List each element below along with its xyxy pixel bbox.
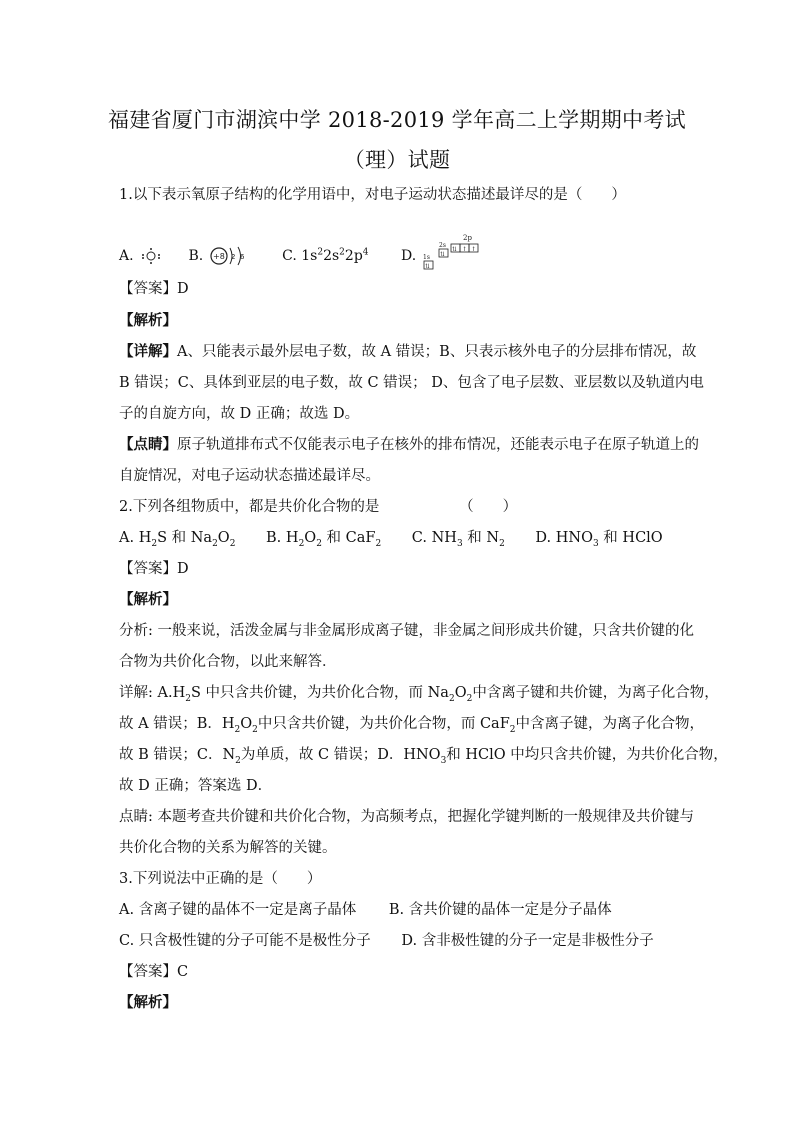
q3-option-d: D. 含非极性键的分子一定是非极性分子	[401, 933, 654, 949]
q3-options-row-2	[119, 931, 679, 951]
q1-detail-line-2: B 错误；C、具体到亚层的电子数，故 C 错误； D、包含了电子层数、亚层数以及轨道内电	[119, 375, 704, 391]
q2-option-b: B. $H_2O_2$ 和 CaF$_2$	[266, 530, 382, 549]
svg-text:↑: ↑	[470, 246, 476, 253]
svg-text:+8: +8	[212, 252, 225, 261]
q3-option-c: C. 只含极性键的分子可能不是极性分子	[119, 933, 371, 949]
q1-option-a: A.	[119, 246, 164, 266]
q1-detail-line-3: 子的自旋方向，故 D 正确；故选 D。	[119, 406, 360, 422]
q3-options-row-1	[119, 900, 679, 920]
q1-analysis-heading: 【解析】	[119, 312, 177, 329]
q3-analysis-heading: 【解析】	[119, 994, 177, 1011]
q3-option-a: A. 含离子键的晶体不一定是离子晶体	[119, 902, 357, 918]
electron-dot-oxygen-icon	[138, 246, 164, 266]
q1-point-line-1: 【点睛】原子轨道排布式不仅能表示电子在核外的排布情况，还能表示电子在原子轨道上的	[119, 436, 699, 453]
q2-detail-line-4: 故 D 正确；答案选 D．	[119, 778, 273, 794]
q2-detail-line-2: 故 A 错误；B．$H_2O_2$中只含共价键，为共价化合物，而 CaF$_2$中含离子键，为离子化合物，	[119, 716, 705, 735]
q1-answer: 【答案】D	[119, 281, 189, 297]
q1-detail-line-1: 【详解】A、只能表示最外层电子数，故 A 错误；B、只表示核外电子的分层排布情况，故	[119, 343, 697, 360]
q2-option-a: A. $H_2S$ 和 $Na_2O_2$	[119, 530, 236, 549]
q2-stem: 2.下列各组物质中，都是共价化合物的是 （ ）	[119, 499, 518, 515]
q2-analysis-line-2: 合物为共价化合物，以此来解答．	[119, 654, 337, 670]
atomic-structure-diagram-icon	[208, 244, 252, 268]
q2-detail-line-1: 详解: $A.H_2S$ 中只含共价键，为共价化合物，而 $Na_2O_2$中含离子键和共价键，为离子化合物，	[119, 685, 719, 704]
orbital-diagram-icon	[421, 232, 491, 276]
q3-option-b: B. 含共价键的晶体一定是分子晶体	[388, 902, 612, 918]
q1-option-c: C. $1s^22s^22p^4$	[282, 247, 369, 264]
q2-option-c: C. $NH_3$ 和 $N_2$	[411, 530, 505, 549]
svg-text:↑: ↑	[461, 246, 467, 253]
svg-text:⇅: ⇅	[451, 246, 457, 253]
q2-option-d: D. $HNO_3$ 和 HClO	[535, 530, 663, 549]
q2-point-line-2: 共价化合物的关系为解答的关键。	[119, 840, 337, 856]
document-subtitle: （理）试题	[343, 148, 451, 172]
q1-options	[119, 232, 491, 270]
svg-text:2: 2	[230, 253, 236, 261]
q3-answer: 【答案】C	[119, 964, 189, 980]
svg-text:⇅: ⇅	[424, 263, 430, 270]
q2-options	[119, 528, 679, 548]
svg-text:1s: 1s	[422, 254, 430, 261]
q1-stem: 1.以下表示氧原子结构的化学用语中，对电子运动状态描述最详尽的是（ ）	[119, 187, 626, 203]
svg-text:2s: 2s	[438, 242, 446, 249]
svg-text:2p: 2p	[462, 234, 472, 242]
q1-option-b: B. +8 2 6	[188, 244, 251, 268]
q2-analysis-heading: 【解析】	[119, 591, 177, 608]
q2-detail-line-3: 故 B 错误；C．$N_2$为单质，故 C 错误；D．$HNO_3$和 HClO 中均只含共价键，为共价化合物，	[119, 747, 728, 766]
q2-analysis-line-1: 分析: 一般来说，活泼金属与非金属形成离子键，非金属之间形成共价键，只含共价键的化	[119, 623, 694, 639]
document-title: 福建省厦门市湖滨中学 2018-2019 学年高二上学期期中考试	[108, 108, 686, 132]
q2-point-line-1: 点睛: 本题考查共价键和共价化合物，为高频考点，把握化学键判断的一般规律及共价键与	[119, 809, 694, 825]
q1-point-line-2: 自旋情况，对电子运动状态描述最详尽。	[119, 468, 380, 484]
svg-text:6: 6	[239, 253, 245, 261]
q3-stem: 3.下列说法中正确的是（ ）	[119, 871, 322, 887]
q2-answer: 【答案】D	[119, 561, 189, 577]
q1-option-d: D. 2p 2s ⇅ ⇅ ↑ ↑ 1s ⇅	[401, 232, 491, 276]
svg-text:⇅: ⇅	[439, 251, 445, 258]
